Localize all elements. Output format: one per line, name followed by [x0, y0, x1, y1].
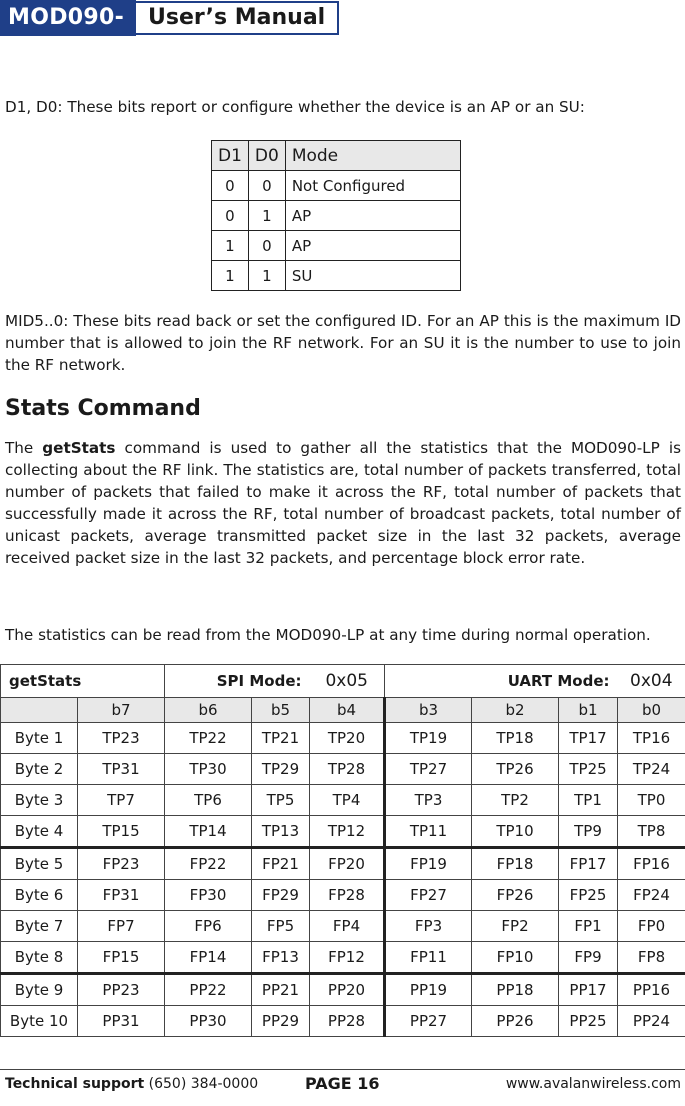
- spi-mode-value: 0x05: [310, 665, 385, 698]
- bit-cell: TP20: [310, 723, 385, 754]
- bit-cell: TP22: [165, 723, 252, 754]
- bit-cell: PP28: [310, 1006, 385, 1037]
- bit-cell: TP17: [559, 723, 618, 754]
- mid-description: MID5..0: These bits read back or set the configured ID. For an AP this is the maximum ID number that is allowed to join the RF network. For an SU it is the number to use to join the RF network.: [5, 312, 681, 374]
- bit-cell: TP1: [559, 785, 618, 816]
- bit-cell: TP30: [165, 754, 252, 785]
- bit-cell: FP24: [618, 880, 685, 911]
- bit-cell: FP12: [310, 942, 385, 974]
- bit-cell: FP8: [618, 942, 685, 974]
- d1-d0-description: D1, D0: These bits report or configure whether the device is an AP or an SU:: [5, 98, 585, 116]
- mode-cell: 0: [248, 231, 285, 261]
- bit-header: b1: [559, 698, 618, 723]
- stats-row: [1, 816, 685, 848]
- stats-table: [0, 664, 685, 1037]
- mode-cell: 1: [248, 201, 285, 231]
- bit-cell: TP12: [310, 816, 385, 848]
- mode-cell: 0: [212, 171, 249, 201]
- bit-cell: FP11: [385, 942, 472, 974]
- text: The: [5, 439, 43, 457]
- byte-label: Byte 6: [1, 880, 78, 911]
- bit-cell: TP0: [618, 785, 685, 816]
- mode-cell: 0: [212, 201, 249, 231]
- uart-mode-value: 0x04: [618, 665, 685, 698]
- bit-cell: PP22: [165, 974, 252, 1006]
- mode-row: [212, 231, 461, 261]
- footer-divider: [0, 1069, 685, 1070]
- byte-label: Byte 2: [1, 754, 78, 785]
- support-label: Technical support: [5, 1076, 145, 1092]
- text: command is used to gather all the statistics that the MOD090-LP is collecting about the RF link. The statistics are, total number of packets transferred, total number of packets that failed to make it across the RF, total number of packets that successfully made it across the RF, total number of broadcast packets, total number of unicast packets, average transmitted packet size in the last 32 packets, average received packet size in the last 32 packets, and percentage block error rate.: [5, 439, 681, 567]
- bit-cell: PP17: [559, 974, 618, 1006]
- bit-cell: PP20: [310, 974, 385, 1006]
- bit-cell: TP28: [310, 754, 385, 785]
- bit-cell: TP25: [559, 754, 618, 785]
- mode-header-d0: D0: [248, 141, 285, 171]
- stats-row: [1, 880, 685, 911]
- bit-cell: PP30: [165, 1006, 252, 1037]
- bit-cell: FP22: [165, 848, 252, 880]
- bit-cell: FP16: [618, 848, 685, 880]
- bit-header-row: [1, 698, 685, 723]
- mode-cell: 1: [212, 261, 249, 291]
- bit-cell: TP5: [252, 785, 310, 816]
- mode-cell: Not Configured: [285, 171, 460, 201]
- bit-cell: FP26: [472, 880, 559, 911]
- bit-cell: FP3: [385, 911, 472, 942]
- bit-cell: TP31: [78, 754, 165, 785]
- bit-cell: TP26: [472, 754, 559, 785]
- mode-header-mode: Mode: [285, 141, 460, 171]
- bit-cell: PP29: [252, 1006, 310, 1037]
- bit-cell: TP9: [559, 816, 618, 848]
- bit-cell: FP14: [165, 942, 252, 974]
- bit-header: b0: [618, 698, 685, 723]
- bit-cell: PP31: [78, 1006, 165, 1037]
- bit-cell: FP13: [252, 942, 310, 974]
- bit-cell: TP10: [472, 816, 559, 848]
- spi-mode-label: SPI Mode:: [165, 665, 310, 698]
- command-name: getStats: [42, 439, 116, 457]
- byte-label: Byte 1: [1, 723, 78, 754]
- bit-cell: FP19: [385, 848, 472, 880]
- stats-row: [1, 974, 685, 1006]
- bit-cell: FP29: [252, 880, 310, 911]
- mode-header-d1: D1: [212, 141, 249, 171]
- bit-cell: PP24: [618, 1006, 685, 1037]
- mode-cell: SU: [285, 261, 460, 291]
- bit-cell: PP23: [78, 974, 165, 1006]
- stats-row: [1, 723, 685, 754]
- bit-cell: TP19: [385, 723, 472, 754]
- bit-cell: TP6: [165, 785, 252, 816]
- page-header: [0, 0, 339, 66]
- bit-cell: PP25: [559, 1006, 618, 1037]
- byte-label: Byte 7: [1, 911, 78, 942]
- mode-row: [212, 261, 461, 291]
- bit-cell: TP24: [618, 754, 685, 785]
- section-title: Stats Command: [5, 396, 201, 421]
- bit-header: b2: [472, 698, 559, 723]
- bit-cell: FP30: [165, 880, 252, 911]
- bit-cell: FP28: [310, 880, 385, 911]
- manual-title: User’s Manual: [136, 1, 339, 35]
- byte-label: Byte 3: [1, 785, 78, 816]
- website: www.avalanwireless.com: [505, 1076, 681, 1092]
- bit-cell: TP21: [252, 723, 310, 754]
- stats-row: [1, 1006, 685, 1037]
- bit-cell: TP29: [252, 754, 310, 785]
- model-badge: MOD090-LP: [0, 0, 136, 36]
- bit-header: b4: [310, 698, 385, 723]
- bit-cell: PP19: [385, 974, 472, 1006]
- bit-cell: FP2: [472, 911, 559, 942]
- bit-cell: FP4: [310, 911, 385, 942]
- bit-cell: FP6: [165, 911, 252, 942]
- bit-cell: PP27: [385, 1006, 472, 1037]
- bit-header: b6: [165, 698, 252, 723]
- bit-cell: FP23: [78, 848, 165, 880]
- stats-availability: The statistics can be read from the MOD090-LP at any time during normal operation.: [5, 626, 651, 644]
- bit-cell: FP21: [252, 848, 310, 880]
- bit-cell: FP1: [559, 911, 618, 942]
- mode-table: [211, 140, 461, 291]
- bit-cell: FP9: [559, 942, 618, 974]
- stats-row: [1, 848, 685, 880]
- bit-header: b3: [385, 698, 472, 723]
- bit-cell: PP18: [472, 974, 559, 1006]
- bit-cell: FP10: [472, 942, 559, 974]
- byte-label: Byte 8: [1, 942, 78, 974]
- bit-cell: PP16: [618, 974, 685, 1006]
- bit-cell: TP13: [252, 816, 310, 848]
- bit-cell: TP14: [165, 816, 252, 848]
- bit-cell: TP3: [385, 785, 472, 816]
- mode-cell: AP: [285, 201, 460, 231]
- bit-cell: FP15: [78, 942, 165, 974]
- stats-header-row: [1, 665, 685, 698]
- bit-cell: TP18: [472, 723, 559, 754]
- stats-row: [1, 785, 685, 816]
- bit-cell: TP4: [310, 785, 385, 816]
- support-phone: (650) 384-0000: [148, 1076, 259, 1092]
- mode-cell: 1: [212, 231, 249, 261]
- byte-label: Byte 5: [1, 848, 78, 880]
- bit-cell: FP0: [618, 911, 685, 942]
- stats-row: [1, 942, 685, 974]
- command-label: getStats: [1, 665, 165, 698]
- bit-cell: TP23: [78, 723, 165, 754]
- stats-row: [1, 754, 685, 785]
- byte-label: Byte 10: [1, 1006, 78, 1037]
- bit-cell: FP7: [78, 911, 165, 942]
- bit-cell: FP27: [385, 880, 472, 911]
- byte-label: Byte 4: [1, 816, 78, 848]
- mode-row: [212, 201, 461, 231]
- bit-cell: FP17: [559, 848, 618, 880]
- bit-cell: FP18: [472, 848, 559, 880]
- mode-cell: 0: [248, 171, 285, 201]
- bit-header: b7: [78, 698, 165, 723]
- byte-label: Byte 9: [1, 974, 78, 1006]
- bit-cell: FP25: [559, 880, 618, 911]
- stats-description: [5, 437, 681, 569]
- bit-cell: PP21: [252, 974, 310, 1006]
- bit-cell: TP16: [618, 723, 685, 754]
- bit-header-empty: [1, 698, 78, 723]
- bit-cell: TP7: [78, 785, 165, 816]
- bit-cell: FP20: [310, 848, 385, 880]
- bit-cell: TP2: [472, 785, 559, 816]
- bit-cell: TP8: [618, 816, 685, 848]
- mode-cell: AP: [285, 231, 460, 261]
- bit-cell: FP5: [252, 911, 310, 942]
- footer-support: [5, 1076, 258, 1092]
- bit-header: b5: [252, 698, 310, 723]
- mode-row: [212, 171, 461, 201]
- stats-row: [1, 911, 685, 942]
- bit-cell: PP26: [472, 1006, 559, 1037]
- page-number: PAGE 16: [305, 1074, 380, 1093]
- bit-cell: FP31: [78, 880, 165, 911]
- uart-mode-label: UART Mode:: [385, 665, 618, 698]
- mode-cell: 1: [248, 261, 285, 291]
- bit-cell: TP15: [78, 816, 165, 848]
- bit-cell: TP11: [385, 816, 472, 848]
- bit-cell: TP27: [385, 754, 472, 785]
